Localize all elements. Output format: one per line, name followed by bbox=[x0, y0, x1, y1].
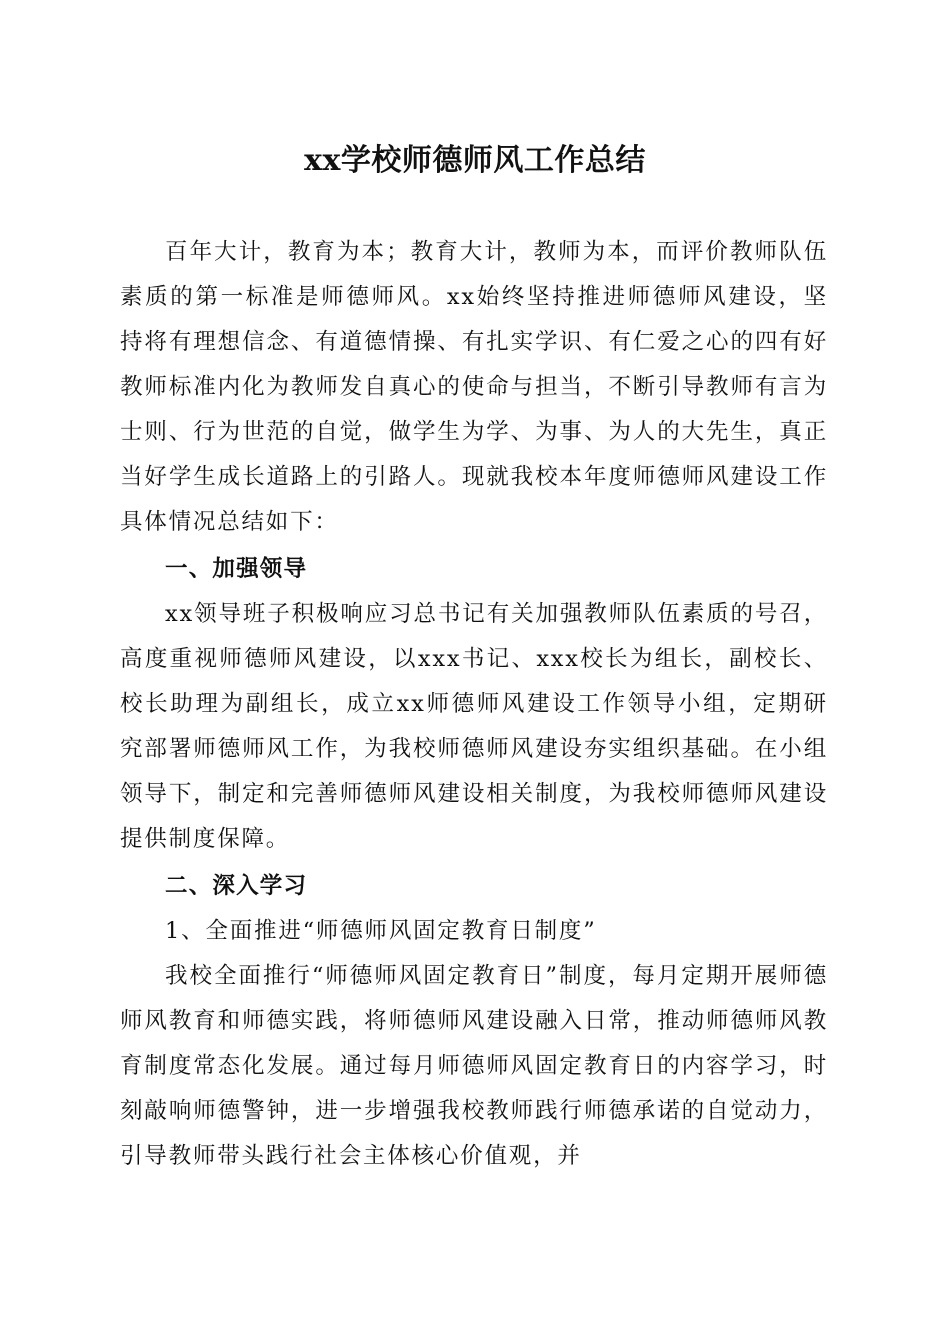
subsection-heading-education-day: 1、全面推进“师德师风固定教育日制度” bbox=[165, 918, 597, 944]
intro-paragraph: 百年大计，教育为本；教育大计，教师为本，而评价教师队伍素质的第一标准是师德师风。xx始终坚持推进师德师风建设，坚持将有理想信念、有道德情操、有扎实学识、有仁爱之心的四有好教师标准内化为教师发自真心的使命与担当，不断引导教师有言为士则、行为世范的自觉，做学生为学、为事、为人的大先生，真正当好学生成长道路上的引路人。现就我校本年度师德师风建设工作具体情况总结如下： bbox=[120, 239, 828, 535]
document-body bbox=[120, 230, 828, 1179]
section-heading-study: 二、深入学习 bbox=[165, 873, 308, 899]
document-title: xx学校师德师风工作总结 bbox=[304, 143, 646, 178]
section-heading-leadership: 一、加强领导 bbox=[165, 556, 308, 582]
education-day-paragraph: 我校全面推行“师德师风固定教育日”制度，每月定期开展师德师风教育和师德实践，将师德师风建设融入日常，推动师德师风教育制度常态化发展。通过每月师德师风固定教育日的内容学习，时刻敲响师德警钟，进一步增强我校教师践行师德承诺的自觉动力，引导教师带头践行社会主体核心价值观，并 bbox=[120, 963, 828, 1169]
leadership-paragraph: xx领导班子积极响应习总书记有关加强教师队伍素质的号召，高度重视师德师风建设，以xxx书记、xxx校长为组长，副校长、校长助理为副组长，成立xx师德师风建设工作领导小组，定期研究部署师德师风工作，为我校师德师风建设夯实组织基础。在小组领导下，制定和完善师德师风建设相关制度，为我校师德师风建设提供制度保障。 bbox=[120, 601, 828, 852]
